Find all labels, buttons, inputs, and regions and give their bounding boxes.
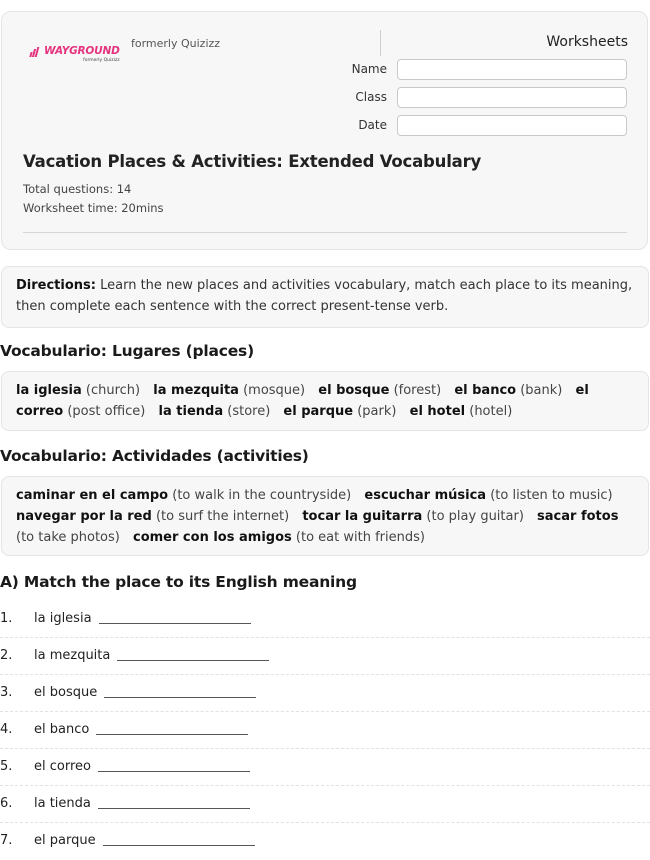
- question-text: el bosque: [34, 685, 98, 700]
- worksheet-time: Worksheet time: 20mins: [23, 201, 164, 215]
- question-row: [0, 675, 650, 712]
- header-rule: [23, 232, 627, 233]
- question-number: 6.: [0, 796, 13, 811]
- vocab-meaning: (forest): [393, 383, 442, 398]
- vocab-term: navegar por la red: [16, 509, 152, 524]
- total-questions: Total questions: 14: [23, 182, 132, 196]
- logo-subtext: formerly Quizizz: [83, 58, 120, 63]
- question-text: el parque: [34, 833, 96, 848]
- vocab-term: escuchar música: [364, 488, 487, 503]
- vocab-places-box: [1, 371, 649, 431]
- vocab-term: la iglesia: [16, 383, 82, 398]
- question-row: [0, 712, 650, 749]
- class-label: Class: [355, 90, 387, 104]
- question-number: 2.: [0, 648, 13, 663]
- vocab-term: el bosque: [318, 383, 390, 398]
- answer-blank[interactable]: [104, 697, 256, 698]
- vocab-term: caminar en el campo: [16, 488, 169, 503]
- vocab-meaning: (post office): [67, 404, 146, 419]
- date-label: Date: [358, 118, 387, 132]
- question-text: el banco: [34, 722, 90, 737]
- vocab-term: sacar fotos: [537, 509, 619, 524]
- question-text: el correo: [34, 759, 91, 774]
- vocab-activities-box: [1, 476, 649, 556]
- vocab-meaning: (to walk in the countryside): [172, 488, 352, 503]
- wayground-logo: [30, 46, 120, 64]
- section-a-title: A) Match the place to its English meaning: [0, 573, 357, 591]
- question-number: 3.: [0, 685, 13, 700]
- vocab-meaning: (to listen to music): [490, 488, 613, 503]
- vocab-meaning: (church): [85, 383, 141, 398]
- answer-blank[interactable]: [98, 808, 250, 809]
- question-row: [0, 786, 650, 823]
- question-text: la mezquita: [34, 648, 111, 663]
- vocab-meaning: (to play guitar): [426, 509, 524, 524]
- vocab-meaning: (to eat with friends): [295, 530, 425, 545]
- question-row: [0, 638, 650, 675]
- logo-text: WAYGROUND: [44, 45, 120, 57]
- question-number: 4.: [0, 722, 13, 737]
- header-divider: [380, 30, 381, 56]
- question-number: 5.: [0, 759, 13, 774]
- answer-blank[interactable]: [117, 660, 269, 661]
- vocab-places-title: Vocabulario: Lugares (places): [0, 342, 254, 360]
- vocab-meaning: (to surf the internet): [155, 509, 290, 524]
- answer-blank[interactable]: [103, 845, 255, 846]
- question-text: la iglesia: [34, 611, 92, 626]
- worksheets-label: Worksheets: [546, 34, 628, 50]
- name-label: Name: [351, 62, 387, 76]
- vocab-term: comer con los amigos: [133, 530, 292, 545]
- vocab-term: el banco: [454, 383, 517, 398]
- vocab-meaning: (mosque): [243, 383, 306, 398]
- question-row: [0, 601, 650, 638]
- vocab-meaning: (store): [227, 404, 271, 419]
- vocab-activities-title: Vocabulario: Actividades (activities): [0, 447, 309, 465]
- vocab-term: el hotel: [409, 404, 466, 419]
- vocab-term: la tienda: [158, 404, 224, 419]
- vocab-term: tocar la guitarra: [302, 509, 423, 524]
- answer-blank[interactable]: [98, 771, 250, 772]
- formerly-label: formerly Quizizz: [131, 37, 221, 50]
- question-number: 7.: [0, 833, 13, 848]
- vocab-term: el parque: [283, 404, 354, 419]
- vocab-term: la mezquita: [153, 383, 239, 398]
- date-field[interactable]: [397, 115, 627, 136]
- vocab-meaning: (to take photos): [16, 530, 120, 545]
- question-row: [0, 749, 650, 786]
- answer-blank[interactable]: [96, 734, 248, 735]
- directions-box: [1, 266, 649, 328]
- class-field[interactable]: [397, 87, 627, 108]
- directions-text: Learn the new places and activities vocabulary, match each place to its meaning, then complete each sentence with the correct present-tense verb.: [16, 278, 633, 314]
- wayground-logo-icon: [30, 47, 42, 57]
- directions-label: Directions:: [16, 278, 96, 293]
- worksheet-title: Vacation Places & Activities: Extended Vocabulary: [23, 152, 482, 171]
- vocab-meaning: (park): [357, 404, 397, 419]
- name-field[interactable]: [397, 59, 627, 80]
- vocab-term: el correo: [16, 383, 589, 419]
- vocab-meaning: (bank): [520, 383, 563, 398]
- vocab-meaning: (hotel): [469, 404, 513, 419]
- question-text: la tienda: [34, 796, 91, 811]
- answer-blank[interactable]: [99, 623, 251, 624]
- question-number: 1.: [0, 611, 13, 626]
